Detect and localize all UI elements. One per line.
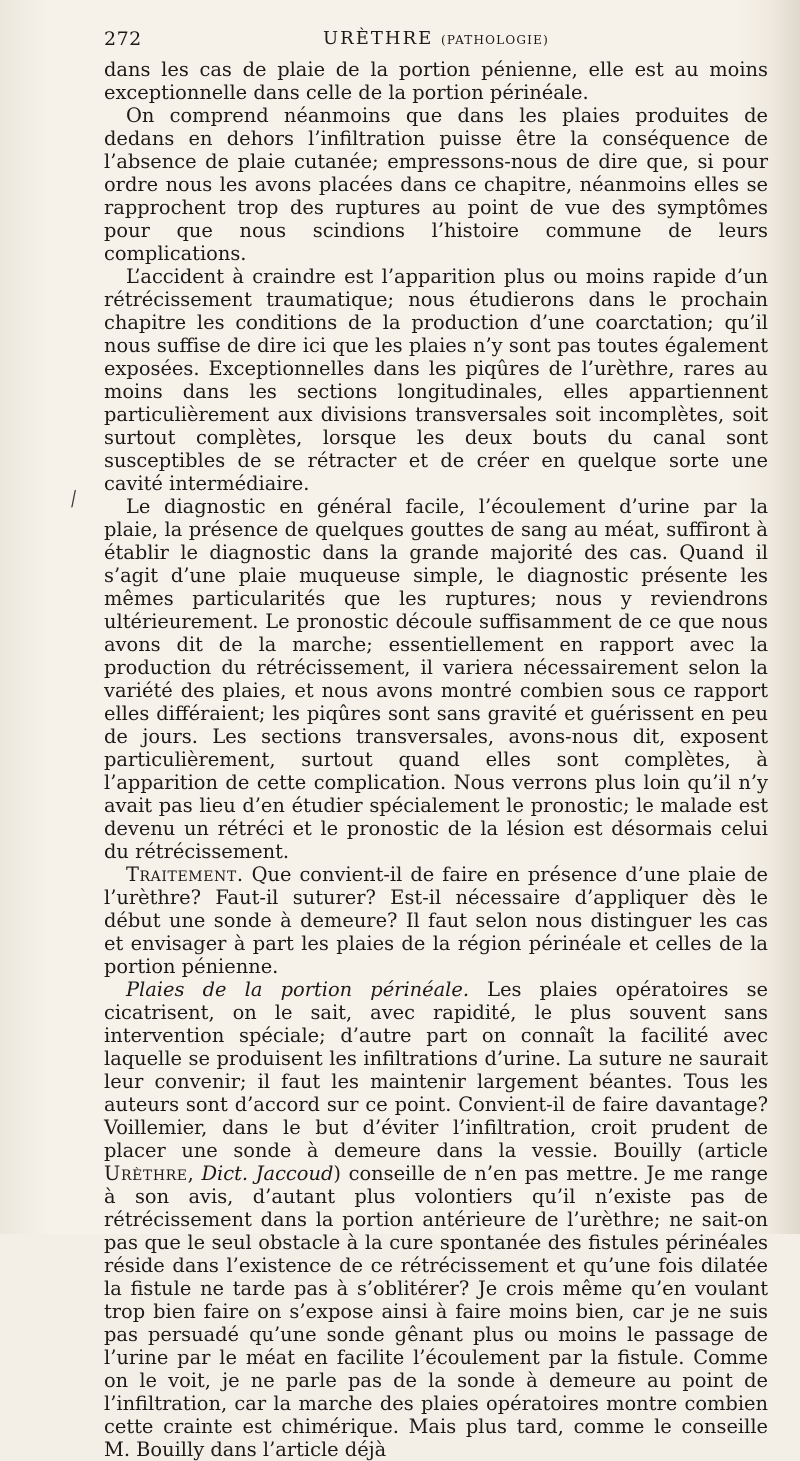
paragraph-perineale-text-b: , (187, 1162, 202, 1185)
scan-shadow (770, 0, 800, 1234)
reference-urethre: Urèthre (104, 1162, 188, 1185)
page-number: 272 (104, 28, 142, 50)
paragraph-3: L’accident à craindre est l’apparition plus ou moins rapide d’un rétrécissement traumatique; nous étudierons dans le prochain chapitre les conditions de la production d’une coarctation; qu’il nous suffise de dire ici que les plaies n’y sont pas toutes également exposées. Exceptionnelles dans les piqûres de l’urèthre, rares au moins dans les sections longitudinales, elles appartiennent particulièrement aux divisions transversales soit incomplètes, soit surtout complètes, lorsque les deux bouts du canal sont susceptibles de se rétracter et de créer en quelque sorte une cavité intermédiaire. (104, 265, 768, 495)
running-title-main: URÈTHRE (323, 28, 434, 49)
body-text (104, 58, 768, 1461)
reference-dict-jaccoud: Dict. Jaccoud (201, 1162, 334, 1185)
paragraph-traitement (104, 863, 768, 978)
section-heading-traitement: Traitement. (126, 863, 244, 886)
paragraph-2: On comprend néanmoins que dans les plaies produites de dedans en dehors l’infiltration puisse être la conséquence de l’absence de plaie cutanée; empressons-nous de dire que, si pour ordre nous les avons placées dans ce chapitre, néanmoins elles se rapprochent trop des ruptures au point de vue des symptômes pour que nous scindions l’histoire commune de leurs complications. (104, 104, 768, 265)
paragraph-4: Le diagnostic en général facile, l’écoulement d’urine par la plaie, la présence de quelques gouttes de sang au méat, suffiront à établir le diagnostic dans la grande majorité des cas. Quand il s’agit d’une plaie muqueuse simple, le diagnostic présente les mêmes particularités que les ruptures; nous y reviendrons ultérieurement. Le pronostic découle suffisamment de ce que nous avons dit de la marche; essentiellement en rapport avec la production du rétrécissement, il variera nécessairement selon la variété des plaies, et nous avons montré combien sous ce rapport elles différaient; les piqûres sont sans gravité et guérissent en peu de jours. Les sections transversales, avons-nous dit, exposent particulièrement, surtout quand elles sont complètes, à l’apparition de cette complication. Nous verrons plus loin qu’il n’y avait pas lieu d’en étudier spécialement le pronostic; le malade est devenu un rétréci et le pronostic de la lésion est désormais celui du rétrécissement. (104, 495, 768, 863)
page-header (104, 28, 768, 54)
running-title-subtitle: (PATHOLOGIE) (441, 33, 549, 47)
paragraph-perineale-text-a: Les plaies opératoires se cicatrisent, on le sait, avec rapidité, le plus souvent sans intervention spéciale; d’autre part on connaît la facilité avec laquelle se produisent les infiltrations d’urine. La suture ne saurait leur convenir; il faut les maintenir largement béantes. Tous les auteurs sont d’accord sur ce point. Convient-il de faire davantage? Voillemier, dans le but d’éviter l’infiltration, croit prudent de placer une sonde à demeure dans la vessie. Bouilly (article (104, 978, 768, 1162)
paragraph-traitement-text: Que convient-il de faire en présence d’une plaie de l’urèthre? Faut-il suturer? Est-il nécessaire d’appliquer dès le début une sonde à demeure? Il faut selon nous distinguer les cas et envisager à part les plaies de la région périnéale et celles de la portion pénienne. (104, 863, 768, 978)
paragraph-perineale-text-c: ) conseille de n’en pas mettre. Je me range à son avis, d’autant plus volontiers qu’il n’existe pas de rétrécissement dans la portion antérieure de l’urèthre; ne sait-on pas que le seul obstacle à la cure spontanée des fistules périnéales réside dans l’existence de ce rétrécissement et qu’une fois dilatée la fistule ne tarde pas à s’oblitérer? Je crois même qu’en voulant trop bien faire on s’expose ainsi à faire moins bien, car je ne suis pas persuadé qu’une sonde gênant plus ou moins le passage de l’urine par le méat en facilite l’écoulement par la fistule. Comme on le voit, je ne parle pas de la sonde à demeure au point de l’infiltration, car la marche des plaies opératoires montre combien cette crainte est chimérique. Mais plus tard, comme le conseille M. Bouilly dans l’article déjà (104, 1162, 769, 1461)
paragraph-plaies-perineale (104, 978, 768, 1461)
running-title (104, 28, 768, 49)
margin-pencil-mark: ⁄ (67, 487, 80, 511)
paragraph-1: dans les cas de plaie de la portion pénienne, elle est au moins exceptionnelle dans celle de la portion périnéale. (104, 58, 768, 104)
subsection-heading-perineale: Plaies de la portion périnéale. (126, 978, 470, 1001)
